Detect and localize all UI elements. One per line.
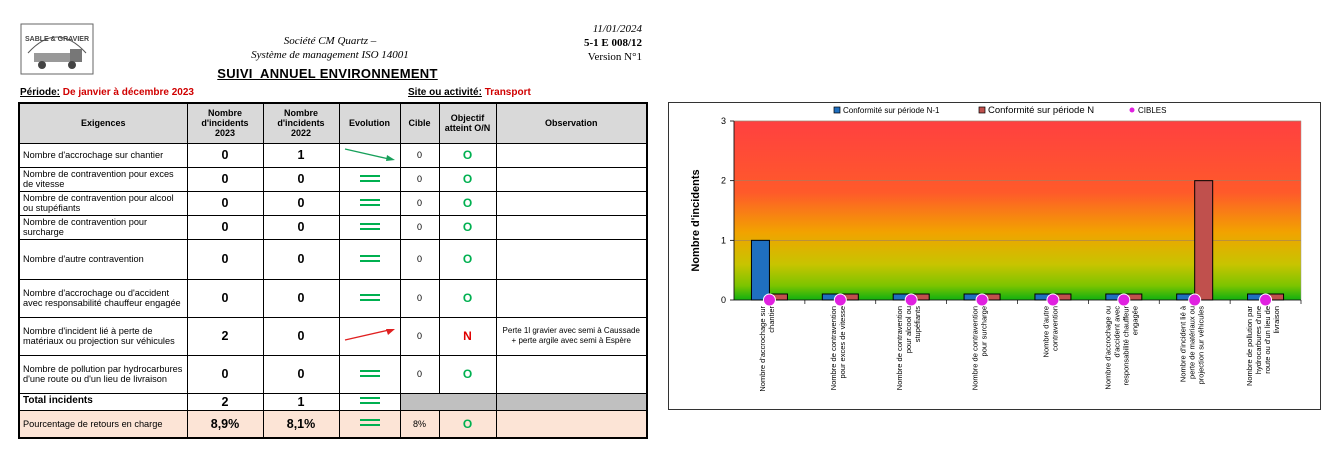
equal-icon (360, 418, 380, 427)
site-label: Site ou activité: (408, 87, 482, 98)
total-evolution (339, 393, 400, 410)
col-n2022: Nombre d'incidents 2022 (263, 103, 339, 143)
row-label: Nombre d'autre contravention (19, 239, 187, 279)
table-row (19, 191, 647, 215)
row-cible: 0 (400, 167, 439, 191)
row-objectif: O (439, 355, 496, 393)
row-label: Nombre de contravention pour surcharge (19, 215, 187, 239)
row-cible: 0 (400, 239, 439, 279)
y-tick-label: 1 (720, 235, 726, 246)
trend-down-icon (343, 145, 397, 163)
x-category-label: Nombre d'incident lié àperte de matériaux ouprojection sur véhicules (1178, 306, 1206, 385)
bar-n (1195, 181, 1213, 300)
row-label: Nombre de contravention pour alcool ou stupéfiants (19, 191, 187, 215)
x-category-label: Nombre de contraventionpour surcharge (970, 306, 989, 391)
row-label: Nombre de pollution par hydrocarbures d'une route ou d'un lieu de livraison (19, 355, 187, 393)
col-cible: Cible (400, 103, 439, 143)
cible-point (1189, 294, 1201, 306)
cible-point (834, 294, 846, 306)
row-observation: Perte 1l gravier avec semi à Caussade + perte argile avec semi à Espère (496, 317, 647, 355)
doc-date: 11/01/2024 (592, 23, 642, 35)
table-row (19, 215, 647, 239)
row-n2023: 2 (187, 317, 263, 355)
x-category-label: Nombre de contraventionpour exces de vitesse (828, 306, 847, 391)
x-category-label: Nombre d'autrecontravention (1041, 306, 1060, 358)
legend-label: Conformité sur période N-1 (843, 106, 940, 115)
row-cible: 0 (400, 279, 439, 317)
row-n2023: 0 (187, 279, 263, 317)
row-cible: 0 (400, 355, 439, 393)
trend-up-icon (343, 326, 397, 344)
y-tick-label: 3 (720, 116, 726, 126)
cible-point (1260, 294, 1272, 306)
total-n2023: 2 (187, 393, 263, 410)
site (408, 87, 531, 98)
equal-icon (360, 222, 380, 231)
plot-area (734, 121, 1301, 300)
pct-label: Pourcentage de retours en charge (19, 410, 187, 438)
row-n2023: 0 (187, 191, 263, 215)
row-evolution (339, 143, 400, 167)
row-n2022: 0 (263, 355, 339, 393)
y-tick-label: 0 (720, 295, 726, 305)
row-evolution (339, 239, 400, 279)
col-evolution: Evolution (339, 103, 400, 143)
row-n2023: 0 (187, 215, 263, 239)
equal-icon (360, 174, 380, 183)
table-row (19, 355, 647, 393)
legend-label: CIBLES (1138, 106, 1167, 115)
row-n2022: 0 (263, 167, 339, 191)
pct-n2023: 8,9% (187, 410, 263, 438)
row-n2023: 0 (187, 355, 263, 393)
row-evolution (339, 317, 400, 355)
col-observation: Observation (496, 103, 647, 143)
row-evolution (339, 191, 400, 215)
row-evolution (339, 167, 400, 191)
cible-point (1047, 294, 1059, 306)
row-cible: 0 (400, 317, 439, 355)
x-category-label: Nombre d'accrochage surchantier (757, 306, 776, 392)
row-objectif: O (439, 191, 496, 215)
total-grey (400, 393, 496, 410)
cible-point (905, 294, 917, 306)
row-objectif: O (439, 239, 496, 279)
management-system: Système de management ISO 14001 (251, 49, 409, 61)
company-block (200, 34, 460, 62)
table-row (19, 143, 647, 167)
row-cible: 0 (400, 191, 439, 215)
row-n2022: 0 (263, 317, 339, 355)
total-label: Total incidents (19, 393, 187, 410)
row-n2022: 0 (263, 215, 339, 239)
svg-text:SABLE & GRAVIER: SABLE & GRAVIER (24, 36, 90, 43)
row-objectif: O (439, 279, 496, 317)
doc-ref: 5-1 E 008/12 (583, 37, 642, 49)
row-objectif: O (439, 143, 496, 167)
equal-icon (360, 254, 380, 263)
table-row (19, 167, 647, 191)
total-n2022: 1 (263, 393, 339, 410)
x-category-label: Nombre d'accrochage oud'accident avecresponsabilité chauffeurengagée (1103, 306, 1140, 390)
row-cible: 0 (400, 215, 439, 239)
row-n2023: 0 (187, 143, 263, 167)
legend-label: Conformité sur période N (988, 105, 1095, 116)
doc-meta (560, 22, 642, 64)
row-observation (496, 167, 647, 191)
col-exigences: Exigences (19, 103, 187, 143)
row-observation (496, 239, 647, 279)
pct-observation (496, 410, 647, 438)
total-obs (496, 393, 647, 410)
row-n2023: 0 (187, 167, 263, 191)
x-category-label: Nombre de pollution parhydrocarbures d'uneroute ou d'un lieu delivraison (1245, 306, 1282, 387)
incidents-table (18, 102, 648, 439)
table-row (19, 317, 647, 355)
row-n2022: 0 (263, 279, 339, 317)
periode-label: Période: (20, 87, 61, 98)
row-objectif: N (439, 317, 496, 355)
equal-icon (360, 369, 380, 378)
row-observation (496, 143, 647, 167)
total-row (19, 393, 647, 410)
equal-icon (360, 396, 380, 405)
row-observation (496, 279, 647, 317)
bar-n1 (751, 240, 769, 300)
row-objectif: O (439, 167, 496, 191)
row-cible: 0 (400, 143, 439, 167)
col-n2023: Nombre d'incidents 2023 (187, 103, 263, 143)
row-observation (496, 191, 647, 215)
pct-row (19, 410, 647, 438)
legend-swatch (834, 107, 840, 113)
y-tick-label: 2 (720, 175, 726, 186)
row-n2023: 0 (187, 239, 263, 279)
doc-version: Version N°1 (587, 51, 642, 63)
pct-n2022: 8,1% (263, 410, 339, 438)
row-observation (496, 215, 647, 239)
pct-objectif: O (439, 410, 496, 438)
row-observation (496, 355, 647, 393)
y-axis-label: Nombre d'incidents (690, 169, 702, 272)
legend-swatch (979, 107, 985, 113)
pct-evolution (339, 410, 400, 438)
table-row (19, 239, 647, 279)
periode-value: De janvier à décembre 2023 (62, 87, 194, 98)
row-label: Nombre d'accrochage sur chantier (19, 143, 187, 167)
incidents-chart (669, 103, 1320, 409)
equal-icon (360, 198, 380, 207)
row-evolution (339, 215, 400, 239)
table-header-row (19, 103, 647, 143)
site-value: Transport (484, 87, 531, 98)
row-objectif: O (439, 215, 496, 239)
row-n2022: 0 (263, 191, 339, 215)
row-label: Nombre d'accrochage ou d'accident avec responsabilité chauffeur engagée (19, 279, 187, 317)
page-title: SUIVI ANNUEL ENVIRONNEMENT (217, 66, 438, 81)
periode (20, 87, 194, 98)
pct-cible: 8% (400, 410, 439, 438)
x-category-label: Nombre de contraventionpour alcool oustupéfiants (895, 306, 923, 391)
legend-swatch (1130, 108, 1135, 113)
row-label: Nombre d'incident lié à perte de matériaux ou projection sur véhicules (19, 317, 187, 355)
row-n2022: 0 (263, 239, 339, 279)
col-objectif: Objectif atteint O/N (439, 103, 496, 143)
row-evolution (339, 279, 400, 317)
cible-point (976, 294, 988, 306)
cible-point (763, 294, 775, 306)
chart-panel (668, 102, 1321, 410)
table-row (19, 279, 647, 317)
company-name: Société CM Quartz – (283, 35, 377, 47)
equal-icon (360, 293, 380, 302)
row-n2022: 1 (263, 143, 339, 167)
row-evolution (339, 355, 400, 393)
row-label: Nombre de contravention pour exces de vitesse (19, 167, 187, 191)
cible-point (1118, 294, 1130, 306)
company-logo (20, 23, 94, 75)
